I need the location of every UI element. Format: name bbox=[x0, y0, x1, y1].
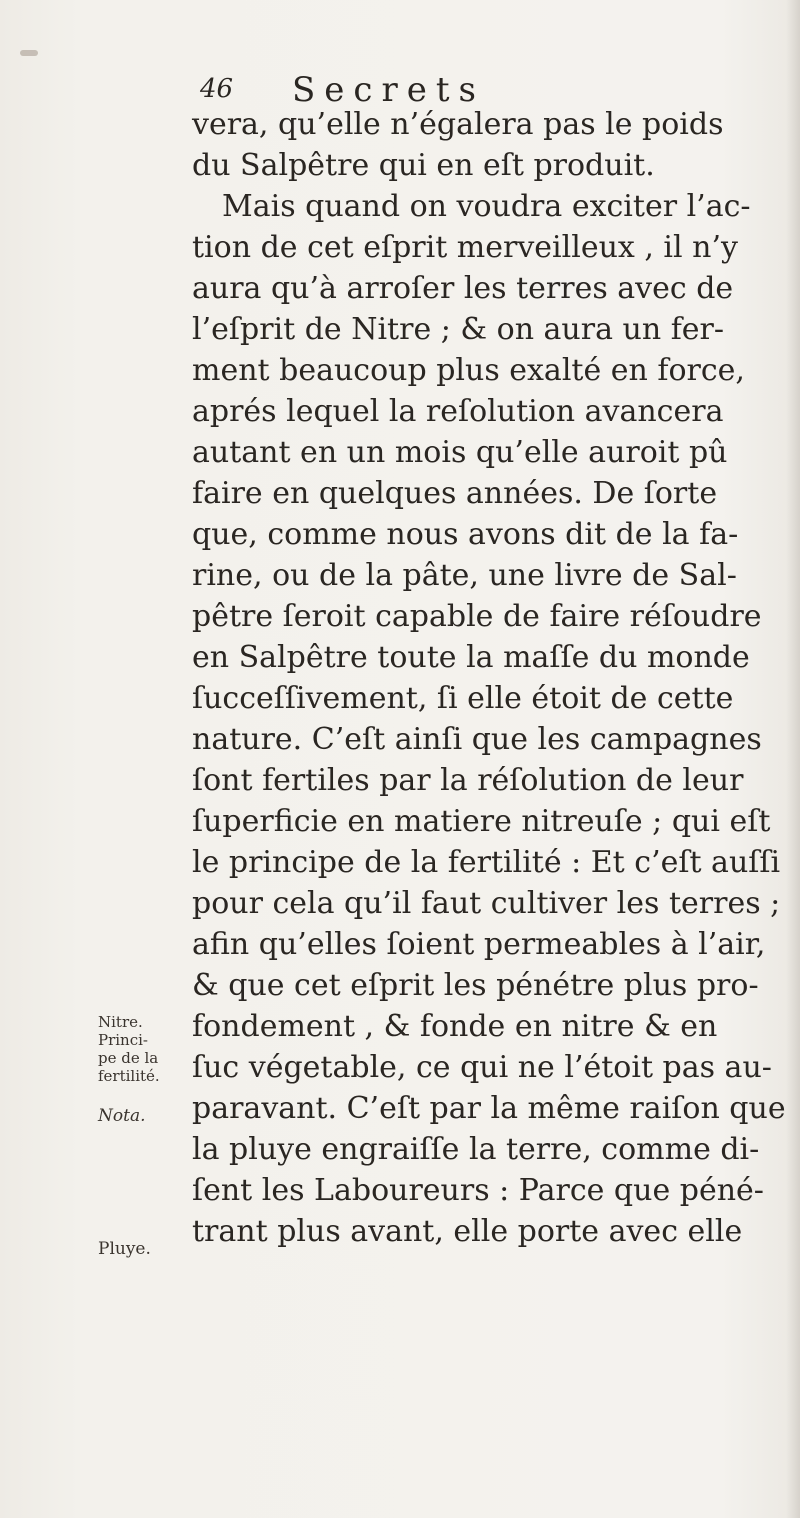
text-line: ſont fertiles par la réſolution de leur bbox=[192, 763, 744, 798]
page-number: 46 bbox=[200, 74, 234, 104]
text-line: rine, ou de la pâte, une livre de Sal- bbox=[192, 558, 737, 593]
text-line: afin qu’elles ſoient permeables à l’air, bbox=[192, 927, 766, 962]
margin-note-pluye: Pluye. bbox=[98, 1239, 151, 1259]
margin-note-nota: Nota. bbox=[98, 1106, 146, 1126]
running-title: Secrets bbox=[292, 70, 485, 110]
ink-blemish bbox=[20, 50, 38, 56]
text-line: faire en quelques années. De ſorte bbox=[192, 476, 718, 511]
text-line: ment beaucoup plus exalté en force, bbox=[192, 353, 745, 388]
text-line: pour cela qu’il faut cultiver les terres ; bbox=[192, 886, 781, 921]
text-line: paravant. C’eſt par la même raiſon que bbox=[192, 1091, 786, 1126]
text-line: en Salpêtre toute la maſſe du monde bbox=[192, 640, 750, 675]
text-line: ſuc végetable, ce qui ne l’étoit pas au- bbox=[192, 1050, 772, 1085]
text-line: ſucceſſivement, ſi elle étoit de cette bbox=[192, 681, 734, 716]
text-line: tion de cet eſprit merveilleux , il n’y bbox=[192, 230, 738, 265]
text-line: le principe de la fertilité : Et c’eſt auſſi bbox=[192, 845, 781, 880]
text-line: autant en un mois qu’elle auroit pû bbox=[192, 435, 728, 470]
text-line: que, comme nous avons dit de la fa- bbox=[192, 517, 739, 552]
text-line: ſent les Laboureurs : Parce que péné- bbox=[192, 1173, 764, 1208]
text-line: pêtre ſeroit capable de faire réſoudre bbox=[192, 599, 762, 634]
text-line: aura qu’à arroſer les terres avec de bbox=[192, 271, 734, 306]
text-line: vera, qu’elle n’égalera pas le poids bbox=[192, 107, 724, 142]
body-text bbox=[192, 104, 792, 1252]
text-line: l’eſprit de Nitre ; & on aura un fer- bbox=[192, 312, 725, 347]
text-line: la pluye engraiſſe la terre, comme di- bbox=[192, 1132, 760, 1167]
text-line: du Salpêtre qui en eſt produit. bbox=[192, 148, 655, 183]
text-line: & que cet eſprit les pénétre plus pro- bbox=[192, 968, 759, 1003]
margin-note-nitre: Nitre. Princi- pe de la fertilité. bbox=[98, 1013, 160, 1085]
text-line: ſuperficie en matiere nitreuſe ; qui eſt bbox=[192, 804, 771, 839]
text-line: trant plus avant, elle porte avec elle bbox=[192, 1214, 743, 1249]
text-line: aprés lequel la reſolution avancera bbox=[192, 394, 724, 429]
text-line: Mais quand on voudra exciter l’ac- bbox=[222, 189, 751, 224]
text-line: nature. C’eſt ainſi que les campagnes bbox=[192, 722, 762, 757]
text-line: fondement , & fonde en nitre & en bbox=[192, 1009, 718, 1044]
